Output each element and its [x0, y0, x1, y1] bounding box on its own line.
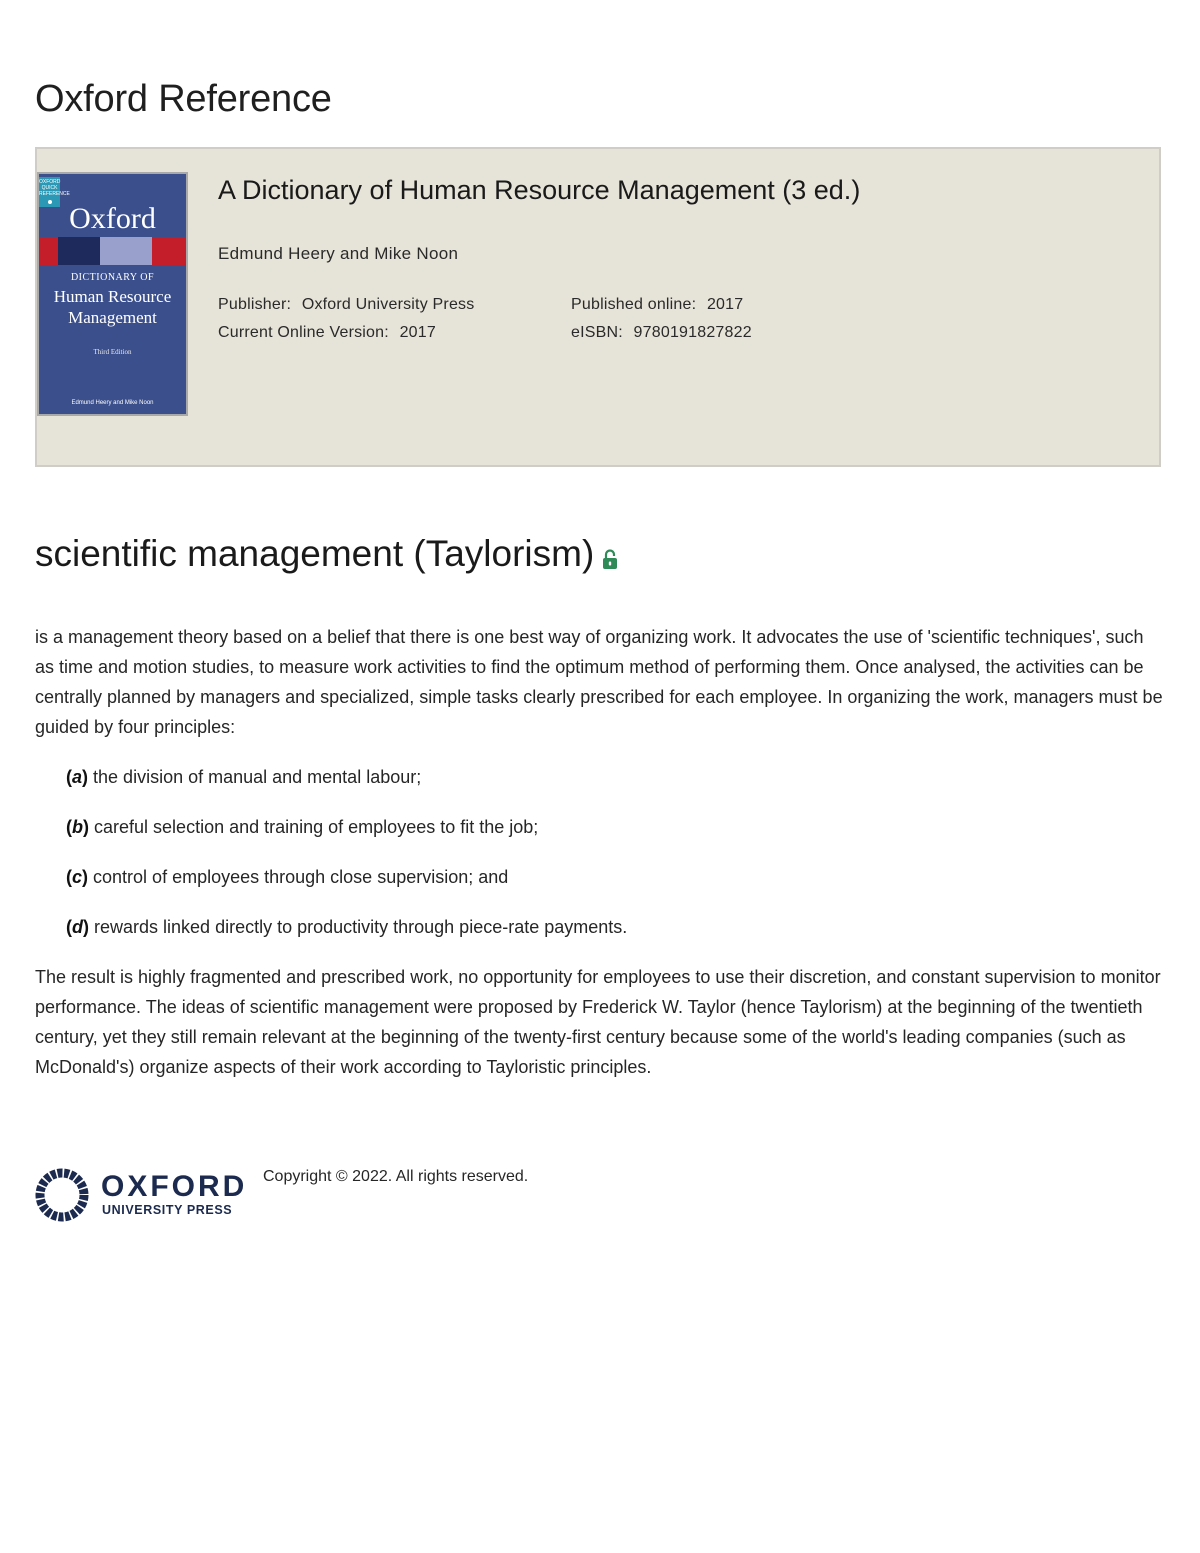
book-title[interactable]: A Dictionary of Human Resource Management (3 ed.)	[218, 175, 861, 205]
cover-title	[39, 286, 186, 328]
cover-color-strip	[39, 237, 186, 265]
cover-title-line1: Human Resource	[53, 287, 172, 306]
list-item-text: careful selection and training of employees to fit the job;	[94, 817, 539, 837]
list-item	[66, 812, 1166, 862]
eisbn-value: 9780191827822	[633, 324, 752, 341]
cover-title-line2: Management	[68, 308, 157, 327]
current-version-value: 2017	[399, 324, 436, 341]
cover-badge-text: OXFORD QUICK REFERENCE	[39, 179, 70, 197]
list-marker: (d)	[66, 917, 89, 937]
cover-authors: Edmund Heery and Mike Noon	[71, 400, 154, 406]
entry-conclusion: The result is highly fragmented and prescribed work, no opportunity for employees to use their discretion, and constant supervision to monitor performance. The ideas of scientific management were proposed by Frederick W. Taylor (hence Taylorism) at the beginning of the twentieth century, yet they still remain relevant at the beginning of the twenty-first century because some of the world's leading companies (such as McDonald's) organize aspects of their work according to Tayloristic principles.	[35, 967, 1161, 1077]
logo-wordmark: OXFORD	[101, 1170, 248, 1203]
list-item-text: the division of manual and mental labour;	[93, 767, 422, 787]
published-online-label: Published online:	[571, 296, 697, 313]
list-item	[66, 862, 1166, 912]
cover-series: DICTIONARY OF	[70, 272, 155, 283]
logo-subtitle: UNIVERSITY PRESS	[102, 1203, 233, 1217]
published-online-meta	[571, 296, 743, 314]
unlocked-lock-icon	[602, 537, 618, 579]
book-info-panel	[35, 147, 1161, 467]
list-item	[66, 912, 1166, 962]
list-marker: (b)	[66, 817, 89, 837]
oup-logo	[35, 1165, 265, 1225]
list-marker: (a)	[66, 767, 89, 787]
book-cover	[37, 172, 188, 416]
publisher-value: Oxford University Press	[301, 296, 475, 313]
oup-emblem-icon	[40, 1173, 84, 1217]
publisher-meta	[218, 296, 474, 314]
current-version-meta	[218, 324, 436, 342]
entry-heading	[35, 529, 618, 579]
list-marker: (c)	[66, 867, 89, 887]
publisher-label: Publisher:	[218, 296, 292, 313]
current-version-label: Current Online Version:	[218, 324, 389, 341]
list-item	[66, 762, 1166, 812]
list-item-text: rewards linked directly to productivity through piece-rate payments.	[94, 917, 628, 937]
entry-heading-text: scientific management (Taylorism)	[35, 533, 595, 574]
published-online-value: 2017	[706, 296, 744, 313]
eisbn-label: eISBN:	[571, 324, 623, 341]
list-item-text: control of employees through close supervision; and	[93, 867, 509, 887]
cover-edition: Third Edition	[93, 348, 132, 356]
cover-brand: Oxford	[69, 202, 156, 235]
copyright-notice: Copyright © 2022. All rights reserved.	[263, 1168, 529, 1185]
principles-list	[66, 762, 1166, 962]
book-authors: Edmund Heery and Mike Noon	[218, 244, 459, 263]
entry-intro: is a management theory based on a belief that there is one best way of organizing work. It advocates the use of 'scientific techniques', such as time and motion studies, to measure work activities to find the optimum method of performing them. Once analysed, the activities can be centrally planned by managers and specialized, simple tasks clearly prescribed for each employee. In organizing the work, managers must be guided by four principles:	[35, 627, 1163, 737]
eisbn-meta	[571, 324, 752, 342]
site-title: Oxford Reference	[35, 78, 332, 120]
